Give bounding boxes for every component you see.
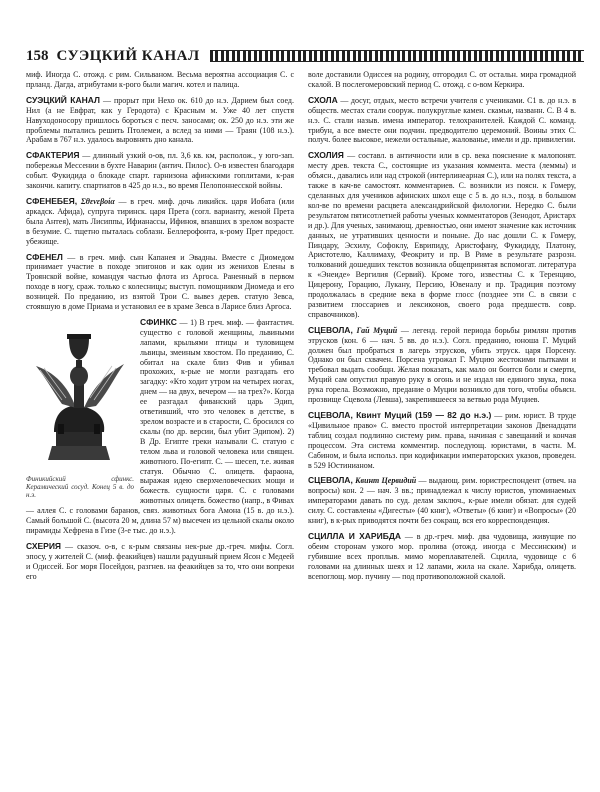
- continuation-text: миф. Иногда С. отожд. с рим. Сильваном. Весьма вероятна ассоциация С. с прланд. Дагда, атрибутами к-рого были магич. котел и палица.: [26, 70, 294, 89]
- entry-sthenelus: [26, 253, 294, 312]
- entry-text: — длинный узкий о-ов, пл. 3,6 кв. км, располож., у юго-зап. побережья Мессении в бухте Наварин (антич. Пилос). О-в известен благодаря событ. Фукидида о блокаде спарт. гарнизона афинскими гоплитами, к-рая закончи. капиту. спартиатов в 425 до н.э., во время Пелопоннесской войны.: [26, 151, 294, 191]
- headword: СЦЕВОЛА,: [308, 324, 353, 335]
- header-ornament: [210, 50, 584, 62]
- entry-text: — легенд. герой периода борьбы римлян против этрусков (кон. 6 — нач. 5 вв. до н.э.). Согл. преданию, юноша Г. Муций должен был пробраться в лагерь этрусков, убить этруск. царя Порсену. Однако он был схвачен. Порсена угрожал Г. Муцию жестокими пытками и требовал выдать сообщн. Желая показать, как мало он боится боли и смерти, Муций сам опустил правую руку в огонь и не издал ни единого звука, пока рука горела. Возможно, предание о Муции возникло для того, чтобы объясн. прозвище Сцевола (Левша), закрепившееся за ветвью рода Муциев.: [308, 325, 576, 405]
- entry-text: — в др.-греч. миф. два чудовища, живущие по обеим сторонам узкого мор. пролива (отожд. иногда с Мессинским) и губившие всех проплыв. мимо мореплавателей. Сцилла, чудовище с 6 головами на длинных шеях и 12 лапами, жила на скале. Харибда, олицетв. всепоглощ. мор. пучину — под противоположной скалой.: [308, 531, 576, 581]
- entry-text: — досуг, отдых, место встречи учителя с учениками. С1 в. до н.э. в обществ. местах стали сооруж. полукруглые камен. скамьи, названн. С. В 4 в. н.э. С. стали назыв. имена император. телохранителей. Каждой С. команд. трибун, а все вместе они подчин. предводителю церемоний. Воины этих С. получ. более высокое, нежели остальные, жалованье, имели и др. привилегии.: [308, 95, 576, 145]
- entry-scaevola-quintus-mucius: [308, 411, 576, 470]
- entry-suez-canal: [26, 96, 294, 146]
- entry-text: — сказоч. о-в, с к-рым связаны нек-рые др.-греч. мифы. Согл. эпосу, у жителей С. (миф. феакийцев) нашли радушный прием Ясон с Медеей и Одиссей. Бог моря Посейдон, разгнев. на феакийцев за то, что они вопреки его: [26, 541, 294, 581]
- headword: СЦЕВОЛА,: [308, 475, 353, 486]
- figure-caption: Финикийский сфинкс. Керамический сосуд. Конец 5 в. до н.э.: [26, 474, 134, 499]
- entry-text: — составл. в античности или в ср. века пояснение к малопонят. месту древ. текста С., состоящие из указания коммента. места (леммы) и объясн., давались или над строкой (интерлинеарная С.), или на полях текста, а также в кач-ве самостоят. комментариев. С. возникли из поясн. к Гомеру, сделанных для учеников афинских школ еще с 5 в. до н.э., позд. в большом кол-ве по времени расцвета александрийской филологии. Нередко С. были результатом пятисотлетней работы ученых комментаторов (Зенодот, Аристарх и др.). Для ученых, занимающ. древностью, они имеют значение как источник данных, не утративших ценности и поныне. До нас дошли С. к Гомеру, Пиндару, Эсхилу, Софоклу, Еврипиду, Аристофану, Фукидиду, Платону, Аристотелю, Каллимаху, Феокриту и пр. В Риме в результате разрозн. толкований дошедших текстов возникла общепринятая вспомогат. литература к «Энеиде» Вергилия (Сервий). Кроме того, известны С. к Теренцию, Цицерону, Горацию, Лукану, Персию, Ювеналу и пр. Традиция поэтому продолжалась в средние века в форме глосс (позднее эти С. в связи с развитием глоссариев и лексиконов, своего рода предшеств. совр. справочников).: [308, 151, 576, 319]
- headword: СХЕРИЯ: [26, 540, 62, 551]
- continuation-text: воле доставили Одиссея на родину, отгородил С. от остальн. мира громадной скалой. В послегомеровский период С. отожд. с о-вом Керкира.: [308, 70, 576, 89]
- running-title: СУЭЦКИЙ КАНАЛ: [56, 47, 200, 64]
- entry-text: — в греч. миф. сын Капанея и Эвадны. Вместе с Диомедом принимает участие в походе эпигонов и как один из женихов Елены в Троянской войне, командуя частью флота из Аргоса. Раненный в первом походе в ногу, сраж. только с колесницы; выступ. помощником Диомеда и его возницей. По преданию, из взятой Трои С. вывез дерев. статую Зевса, стоявшую в доме Приама и установил ее в храме Зевса в Ларисе близ Аргоса.: [26, 252, 294, 312]
- headword: СФИНКС: [140, 316, 177, 327]
- headword: СУЭЦКИЙ КАНАЛ: [26, 94, 100, 105]
- right-column: [308, 70, 576, 770]
- entry-schola: [308, 96, 576, 146]
- entry-text: — рим. юрист. В труде «Цивильное право» С. вместо простой интерпретации законов Двенадцати таблиц создал подлинно систему рим. права, начиная с завещаний и кончая процессом. Эта система комментир. последующ. юристами, в частн. М. Сабином, и была использ. при кодификации императорских указов, проведен. в 529 Юстинианом.: [308, 411, 576, 470]
- headword: СФЕНЕЛ: [26, 251, 63, 262]
- sphinx-illustration: [26, 320, 130, 470]
- headword: СЦИЛЛА И ХАРИБДА: [308, 530, 402, 541]
- entry-sphinx: [26, 318, 294, 536]
- entry-sphacteria: [26, 151, 294, 191]
- headword: СФЕНЕБЕЯ,: [26, 195, 78, 206]
- greek-name: Гай Муций: [356, 325, 398, 335]
- entry-scheria: [26, 542, 294, 582]
- headword: СХОЛИЯ: [308, 150, 344, 161]
- page-number: 158: [26, 47, 49, 64]
- entry-text: — 1) В греч. миф. — фантастич. существо с головой женщины, львиными лапами, крыльями птицы и туловищем львицы, змеиным хвостом. По преданию, С. обитал на скале близ Фив и убивал прохожих, к-рые не могли разгадать его загадку: «Кто ходит утром на четырех ногах, днем — на двух, вечером — на трех?». Когда ее разгадал фиванский царь Эдип, ответивший, что это человек в детстве, в зрелом возрасте и в старости, С. бросился со скалы (по др. версии, был убит Эдипом). 2) В Др. Египте греки называли С. статую с телом льва и головой человека или священ. животного. По-египт. С. — шесеп, т.е. живая статуя. Обычно С. олицетв. фараона, выражая идею сверхчеловеческих мощи и божеств. сущности царя. С. с головами животных олицетв. божество (напр., в Фивах — аллея С. с головами баранов, связ. животных бога Амона (15 в. до н.э.). Самый большой С. (высота 20 м, длина 57 м) высечен из цельной скалы около пирамиды Хефрена в Гизе (3-е тыс. до н.э.).: [26, 317, 294, 535]
- entry-text: — прорыт при Нехо ок. 610 до н.э. Дарием был соед. Нил (а не Евфрат, как у Геродота) с Красным м. Уже 40 лет спустя Навуходоносору пришлось бороться с песч. заносами; ок. 250 до н.э. эти же проблемы пытались решить Птолемеи, а вслед за ними — Траян (108 н.э.). Арабам в 767 н.э. удалось выровнять дно канала.: [26, 95, 294, 145]
- entry-text: — выдающ. рим. юристреспондент (отвеч. на вопросы) кон. 2 — нач. 3 вв.; принадлежал к числу юристов, упоминаемых императорами давать по суд. делам заключ., к-рые имели обязат. для судей силу. С. составлены «Дигесты» (40 книг), «Ответы» (6 книг) и «Вопросы» (20 книг), в к-рых приводятся почти без сокращ. вся его корреспонденция.: [308, 476, 576, 526]
- entry-scaevola-gaius: [308, 326, 576, 405]
- headword: СЦЕВОЛА, Квинт Муций (159 — 82 до н.э.): [308, 410, 492, 420]
- entry-stheneboea: [26, 197, 294, 247]
- entry-scylla-charybdis: [308, 532, 576, 582]
- entry-text: — в греч. миф. дочь ликийск. царя Иобата (или аркадск. Афида), супруга тиринск. царя Прета (согл. варианту, женой Прета была Антея), мать Лисиппы, Ифианассы, Ифиноя, впавших в зрелом возрасте в безумие. С. тщетно пыталась соблазн. Беллерофонта, к-рому Прет предост. убежище.: [26, 196, 294, 246]
- sphinx-figure: [26, 320, 134, 499]
- entry-scholia: [308, 151, 576, 319]
- entry-scaevola-quintus-cervidius: [308, 476, 576, 526]
- running-header: [26, 46, 584, 66]
- left-column: [26, 70, 294, 770]
- greek-name: Σθενεβοία: [80, 196, 115, 206]
- headword: СХОЛА: [308, 94, 338, 105]
- greek-name: Квинт Цервидий: [355, 476, 417, 486]
- headword: СФАКТЕРИЯ: [26, 150, 80, 161]
